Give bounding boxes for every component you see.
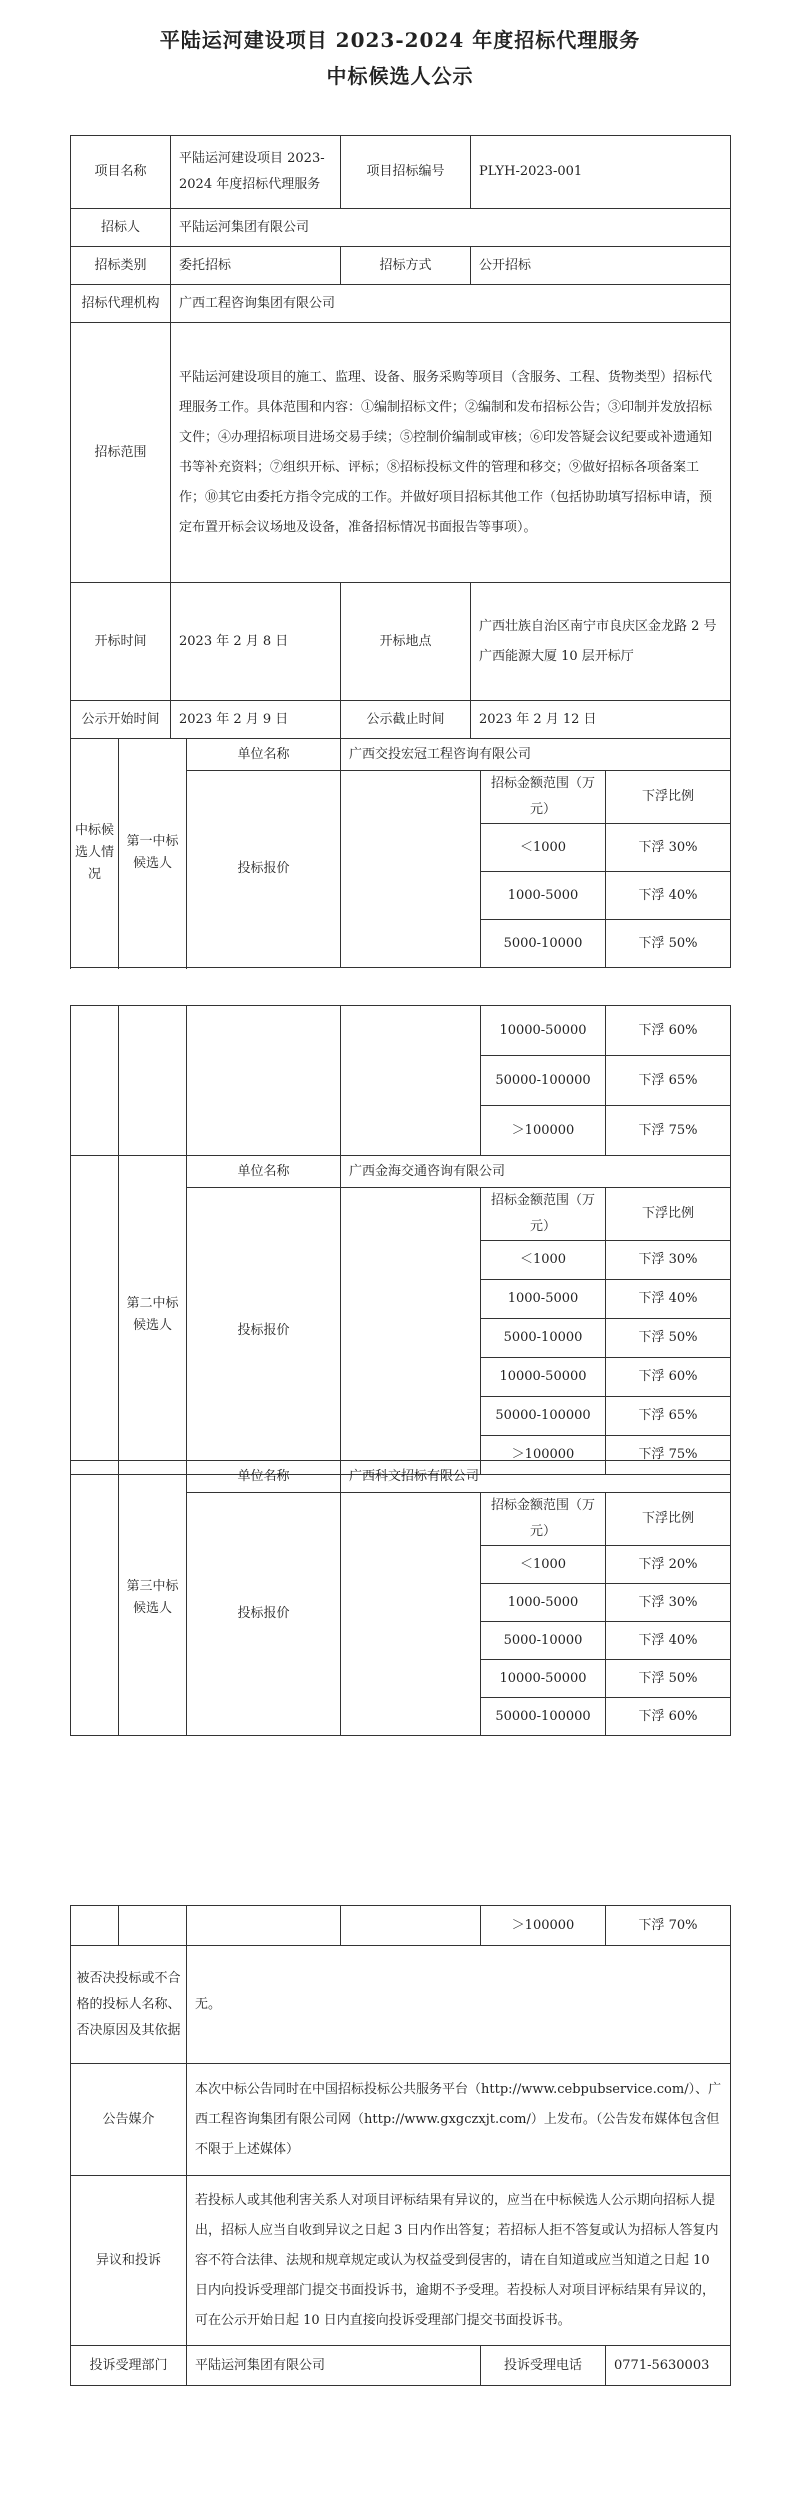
range-cell: 50000-100000 bbox=[481, 1698, 606, 1736]
method-value: 公开招标 bbox=[471, 247, 731, 285]
complaint-dept-value: 平陆运河集团有限公司 bbox=[187, 2346, 481, 2386]
ratio-header: 下浮比例 bbox=[606, 1493, 731, 1546]
candidates-section-label: 中标候选人情况 bbox=[71, 739, 119, 968]
range-header: 招标金额范围（万元） bbox=[481, 1493, 606, 1546]
range-cell: 5000-10000 bbox=[481, 1319, 606, 1358]
range-cell: 1000-5000 bbox=[481, 1584, 606, 1622]
ratio-cell: 下浮 60% bbox=[606, 1006, 731, 1056]
bid-price-label: 投标报价 bbox=[187, 1493, 341, 1736]
project-name-value: 平陆运河建设项目 2023-2024 年度招标代理服务 bbox=[171, 136, 341, 209]
category-value: 委托招标 bbox=[171, 247, 341, 285]
ratio-cell: 下浮 50% bbox=[606, 1660, 731, 1698]
project-name-label: 项目名称 bbox=[71, 136, 171, 209]
open-time-value: 2023 年 2 月 8 日 bbox=[171, 583, 341, 701]
ratio-cell: 下浮 20% bbox=[606, 1546, 731, 1584]
candidate-1-unit: 广西交投宏冠工程咨询有限公司 bbox=[341, 739, 731, 771]
final-table bbox=[70, 1905, 731, 2386]
project-code-label: 项目招标编号 bbox=[341, 136, 471, 209]
method-label: 招标方式 bbox=[341, 247, 471, 285]
ratio-cell: 下浮 40% bbox=[606, 1280, 731, 1319]
complaint-dept-label: 投诉受理部门 bbox=[71, 2346, 187, 2386]
media-label: 公告媒介 bbox=[71, 2064, 187, 2176]
ratio-cell: 下浮 65% bbox=[606, 1397, 731, 1436]
range-cell: 5000-10000 bbox=[481, 1622, 606, 1660]
objection-value: 若投标人或其他利害关系人对项目评标结果有异议的，应当在中标候选人公示期向招标人提出，招标人应当自收到异议之日起 3 日内作出答复；若招标人拒不答复或认为招标人答复内容不符合法律、法规和规章规定或认为权益受到侵害的，请在自知道或应当知道之日起 10 日内向投诉受理部门提交书面投诉书，逾期不予受理。若投标人对项目评标结果有异议的，可在公示开始日起 10 日内直接向投诉受理部门提交书面投诉书。 bbox=[187, 2176, 731, 2346]
candidate-3-table bbox=[70, 1460, 731, 1736]
scope-value: 平陆运河建设项目的施工、监理、设备、服务采购等项目（含服务、工程、货物类型）招标代理服务工作。具体范围和内容：①编制招标文件；②编制和发布招标公告；③印制并发放招标文件；④办理招标项目进场交易手续；⑤控制价编制或审核；⑥印发答疑会议纪要或补遗通知书等补充资料；⑦组织开标、评标；⑧招标投标文件的管理和移交；⑨做好招标各项备案工作；⑩其它由委托方指令完成的工作。并做好项目招标其他工作（包括协助填写招标申请，预定布置开标会议场地及设备，准备招标情况书面报告等事项）。 bbox=[171, 323, 731, 583]
complaint-phone-value: 0771-5630003 bbox=[606, 2346, 731, 2386]
candidate-3-label: 第三中标候选人 bbox=[119, 1461, 187, 1736]
unit-name-label: 单位名称 bbox=[187, 739, 341, 771]
range-cell: 10000-50000 bbox=[481, 1660, 606, 1698]
range-cell: 5000-10000 bbox=[481, 920, 606, 968]
range-cell: 50000-100000 bbox=[481, 1397, 606, 1436]
ratio-cell: 下浮 60% bbox=[606, 1358, 731, 1397]
pub-start-label: 公示开始时间 bbox=[71, 701, 171, 739]
ratio-header: 下浮比例 bbox=[606, 1188, 731, 1241]
ratio-cell: 下浮 75% bbox=[606, 1106, 731, 1156]
media-value: 本次中标公告同时在中国招标投标公共服务平台（http://www.cebpubservice.com/）、广西工程咨询集团有限公司网（http://www.gxgczxjt.com/）上发布。（公告发布媒体包含但不限于上述媒体） bbox=[187, 2064, 731, 2176]
range-cell: 50000-100000 bbox=[481, 1056, 606, 1106]
candidate-2-table bbox=[70, 1155, 731, 1475]
range-header: 招标金额范围（万元） bbox=[481, 771, 606, 824]
candidate-2-unit: 广西金海交通咨询有限公司 bbox=[341, 1156, 731, 1188]
range-cell: ＜1000 bbox=[481, 1546, 606, 1584]
ratio-cell: 下浮 30% bbox=[606, 1584, 731, 1622]
category-label: 招标类别 bbox=[71, 247, 171, 285]
rejected-value: 无。 bbox=[187, 1946, 731, 2064]
range-header: 招标金额范围（万元） bbox=[481, 1188, 606, 1241]
candidate-1-continued-table bbox=[70, 1005, 731, 1156]
pub-end-label: 公示截止时间 bbox=[341, 701, 471, 739]
candidate-3-unit: 广西科文招标有限公司 bbox=[341, 1461, 731, 1493]
doc-title: 平陆运河建设项目 2023-2024 年度招标代理服务 bbox=[159, 28, 641, 52]
range-cell: 1000-5000 bbox=[481, 872, 606, 920]
ratio-cell: 下浮 75% bbox=[606, 1436, 731, 1475]
range-cell: ＞100000 bbox=[481, 1106, 606, 1156]
candidate-1-table bbox=[70, 738, 731, 968]
tenderer-label: 招标人 bbox=[71, 209, 171, 247]
range-cell: ＞100000 bbox=[481, 1436, 606, 1475]
bid-price-label: 投标报价 bbox=[187, 1188, 341, 1475]
ratio-cell: 下浮 60% bbox=[606, 1698, 731, 1736]
project-code-value: PLYH-2023-001 bbox=[471, 136, 731, 209]
open-place-value: 广西壮族自治区南宁市良庆区金龙路 2 号广西能源大厦 10 层开标厅 bbox=[471, 583, 731, 701]
range-cell: 10000-50000 bbox=[481, 1358, 606, 1397]
ratio-cell: 下浮 50% bbox=[606, 1319, 731, 1358]
rejected-label: 被否决投标或不合格的投标人名称、否决原因及其依据 bbox=[71, 1946, 187, 2064]
unit-name-label: 单位名称 bbox=[187, 1156, 341, 1188]
scope-label: 招标范围 bbox=[71, 323, 171, 583]
info-table bbox=[70, 135, 731, 739]
complaint-phone-label: 投诉受理电话 bbox=[481, 2346, 606, 2386]
agency-value: 广西工程咨询集团有限公司 bbox=[171, 285, 731, 323]
ratio-cell: 下浮 40% bbox=[606, 872, 731, 920]
ratio-cell: 下浮 70% bbox=[606, 1906, 731, 1946]
ratio-cell: 下浮 40% bbox=[606, 1622, 731, 1660]
ratio-cell: 下浮 65% bbox=[606, 1056, 731, 1106]
range-cell: 10000-50000 bbox=[481, 1006, 606, 1056]
range-cell: ＜1000 bbox=[481, 1241, 606, 1280]
pub-start-value: 2023 年 2 月 9 日 bbox=[171, 701, 341, 739]
doc-subtitle: 中标候选人公示 bbox=[326, 64, 474, 88]
ratio-cell: 下浮 30% bbox=[606, 824, 731, 872]
unit-name-label: 单位名称 bbox=[187, 1461, 341, 1493]
open-time-label: 开标时间 bbox=[71, 583, 171, 701]
range-cell: ＞100000 bbox=[481, 1906, 606, 1946]
pub-end-value: 2023 年 2 月 12 日 bbox=[471, 701, 731, 739]
ratio-cell: 下浮 30% bbox=[606, 1241, 731, 1280]
agency-label: 招标代理机构 bbox=[71, 285, 171, 323]
tenderer-value: 平陆运河集团有限公司 bbox=[171, 209, 731, 247]
candidate-1-label: 第一中标候选人 bbox=[119, 739, 187, 968]
candidate-2-label: 第二中标候选人 bbox=[119, 1156, 187, 1475]
ratio-cell: 下浮 50% bbox=[606, 920, 731, 968]
range-cell: 1000-5000 bbox=[481, 1280, 606, 1319]
ratio-header: 下浮比例 bbox=[606, 771, 731, 824]
open-place-label: 开标地点 bbox=[341, 583, 471, 701]
range-cell: ＜1000 bbox=[481, 824, 606, 872]
objection-label: 异议和投诉 bbox=[71, 2176, 187, 2346]
bid-price-label: 投标报价 bbox=[187, 771, 341, 968]
